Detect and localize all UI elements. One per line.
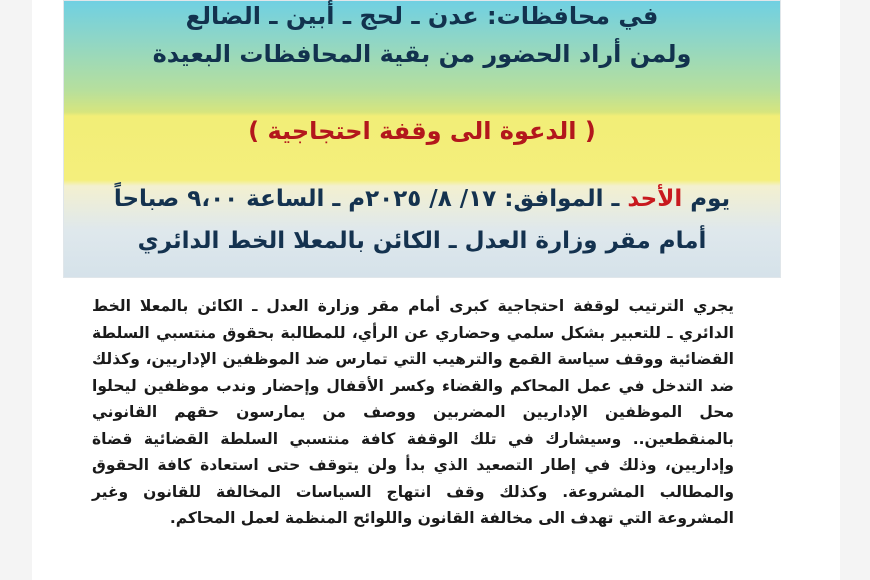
other-governorates-line: ولمن أراد الحضور من بقية المحافظات البعيدة [152,40,692,68]
invitation-title: ( الدعوة الى وقفة احتجاجية ) [248,117,596,145]
body-paragraph: يجري الترتيب لوقفة احتجاجية كبرى أمام مقر وزارة العدل ـ الكائن بالمعلا الخط الدائري ـ للتعبير بشكل سلمي وحضاري عن الرأي، للمطالبة بحقوق منتسبي السلطة القضائية ووقف سياسة القمع والترهيب التي تمارس ضد الموظفين الإداريين، وكذلك ضد التدخل في عمل المحاكم والقضاء وكسر الأقفال وإحضار وندب موظفين ليحلوا محل الموظفين الإداريين المضربين ووصف من يمارسون حقهم القانوني بالمنقطعين.. وسيشارك في تلك الوقفة كافة منتسبي السلطة القضائية قضاة وإداريين، وذلك في إطار التصعيد الذي بدأ ولن يتوقف حتى استعادة كافة الحقوق والمطالب المشروعة. وكذلك وقف انتهاج السياسات المخالفة للقانون وغير المشروعة التي تهدف الى مخالفة القانون واللوائح المنظمة لعمل المحاكم. [92,297,734,527]
right-margin [840,0,870,580]
date-text: ـ الموافق: ١٧/ ٨/ ٢٠٢٥م ـ الساعة ٩،٠٠ صباحاً [113,186,620,212]
governorates-line: في محافظات: عدن ـ لحج ـ أبين ـ الضالع [185,2,659,30]
day-name: الأحد [627,186,683,212]
day-prefix: يوم [690,186,731,212]
left-margin [0,0,32,580]
date-time-line [63,186,781,212]
location-line: أمام مقر وزارة العدل ـ الكائن بالمعلا الخط الدائري [137,228,707,254]
announcement-banner [63,0,781,278]
